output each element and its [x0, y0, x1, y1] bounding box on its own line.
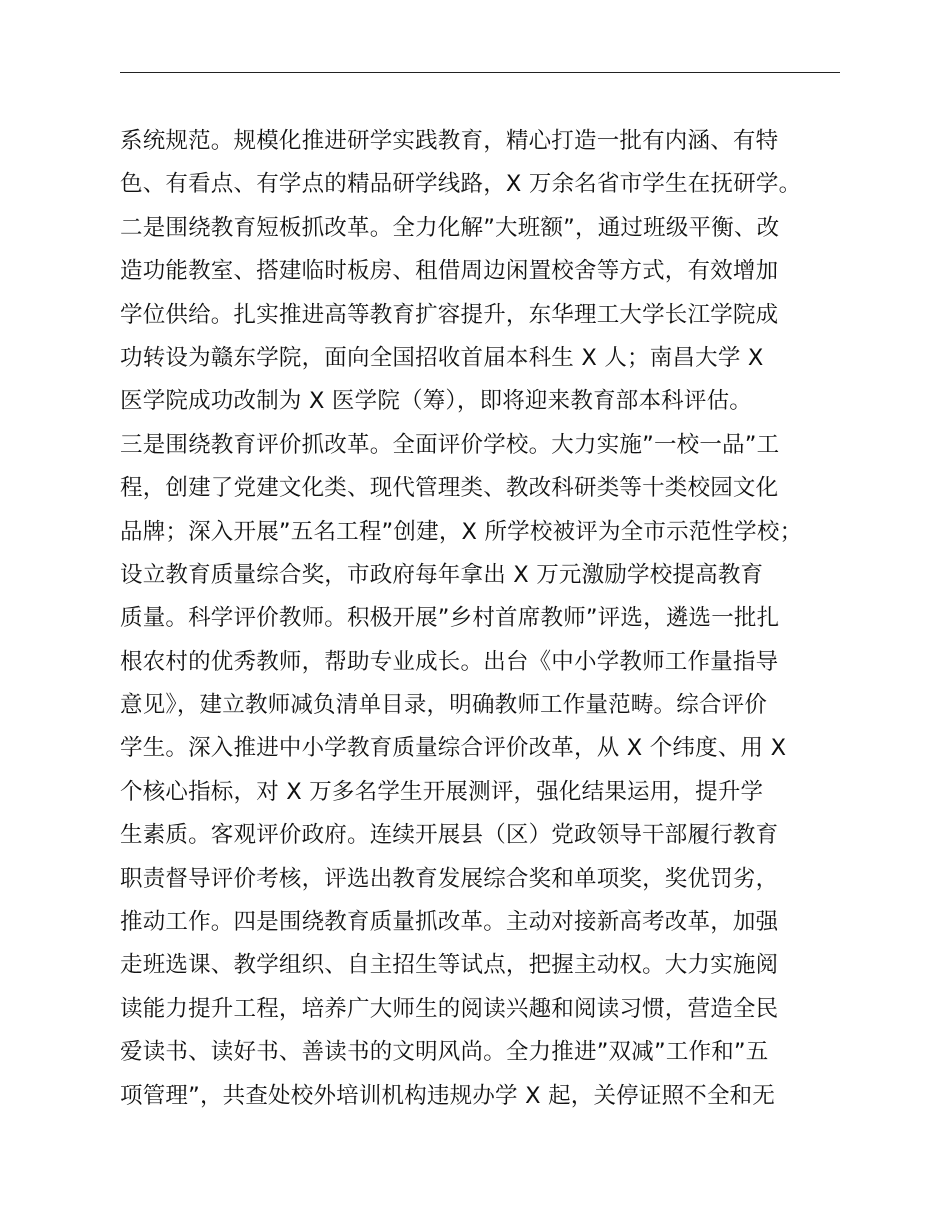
text-line: 质量。科学评价教师。积极开展”乡村首席教师”评选，遴选一批扎 [120, 605, 780, 632]
text-line: 意见》，建立教师减负清单目录，明确教师工作量范畴。综合评价 [120, 692, 768, 719]
text-line: 生素质。客观评价政府。连续开展县（区）党政领导干部履行教育 [120, 822, 779, 849]
text-line: 爱读书、读好书、善读书的文明风尚。全力推进”双减”工作和”五 [120, 1039, 769, 1066]
text-line: 色、有看点、有学点的精品研学线路，X 万余名省市学生在抚研学。 [120, 171, 802, 198]
text-line: 读能力提升工程，培养广大师生的阅读兴趣和阅读习惯，营造全民 [120, 995, 779, 1022]
text-line: 品牌；深入开展”五名工程”创建，X 所学校被评为全市示范性学校； [120, 518, 803, 545]
text-line: 三是围绕教育评价抓改革。全面评价学校。大力实施”一校一品”工 [120, 431, 780, 458]
body-text [120, 120, 860, 1118]
text-line: 学位供给。扎实推进高等教育扩容提升，东华理工大学长江学院成 [120, 301, 779, 328]
text-line: 项管理”，共查处校外培训机构违规办学 X 起，关停证照不全和无 [120, 1082, 776, 1109]
text-line: 职责督导评价考核，评选出教育发展综合奖和单项奖，奖优罚劣， [120, 865, 779, 892]
text-line: 医学院成功改制为 X 医学院（筹），即将迎来教育部本科评估。 [120, 388, 752, 415]
text-line: 学生。深入推进中小学教育质量综合评价改革，从 X 个纬度、用 X [120, 735, 787, 762]
text-line: 走班选课、教学组织、自主招生等试点，把握主动权。大力实施阅 [120, 952, 779, 979]
text-line: 个核心指标，对 X 万多名学生开展测评，强化结果运用，提升学 [120, 778, 764, 805]
text-line: 设立教育质量综合奖，市政府每年拿出 X 万元激励学校提高教育 [120, 561, 764, 588]
text-line: 根农村的优秀教师，帮助专业成长。出台《中小学教师工作量指导 [120, 648, 779, 675]
text-line: 功转设为赣东学院，面向全国招收首届本科生 X 人；南昌大学 X [120, 344, 764, 371]
text-line: 系统规范。规模化推进研学实践教育，精心打造一批有内涵、有特 [120, 128, 779, 154]
text-line: 程，创建了党建文化类、现代管理类、教改科研类等十类校园文化 [120, 475, 779, 502]
header-rule [120, 72, 840, 73]
text-line: 推动工作。四是围绕教育质量抓改革。主动对接新高考改革，加强 [120, 909, 779, 936]
text-line: 二是围绕教育短板抓改革。全力化解”大班额”，通过班级平衡、改 [120, 214, 780, 241]
text-line: 造功能教室、搭建临时板房、租借周边闲置校舍等方式，有效增加 [120, 258, 779, 285]
